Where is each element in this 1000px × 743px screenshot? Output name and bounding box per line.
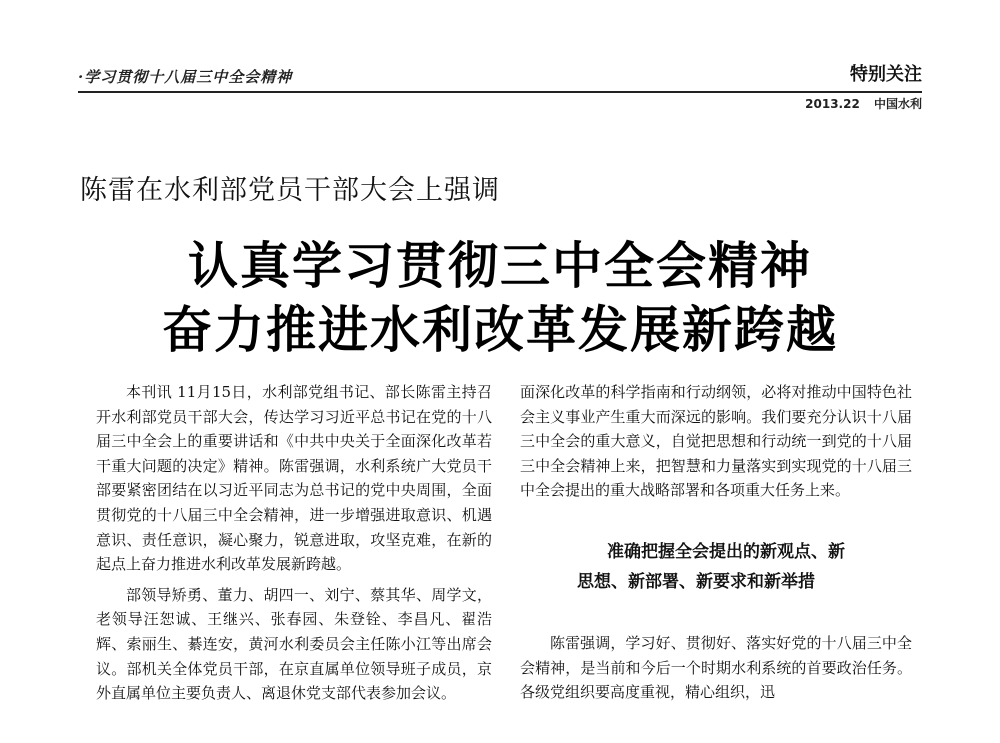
left-column (96, 380, 492, 712)
subheading-line-1: 准确把握全会提出的新观点、新 (607, 541, 845, 562)
section-label: 特别关注 (850, 64, 922, 85)
issue-number: 2013.22 (805, 97, 860, 111)
right-paragraph-2: 陈雷强调，学习好、贯彻好、落实好党的十八届三中全会精神，是当前和今后一个时期水利系统的首要政治任务。各级党组织要高度重视，精心组织，迅 (520, 633, 912, 702)
header-rule (78, 91, 922, 93)
headline-line-2: 奋力推进水利改革发展新跨越 (162, 301, 838, 359)
issue-line (795, 95, 922, 112)
right-column (520, 380, 912, 711)
section-subheading (520, 537, 912, 597)
running-head: ·学习贯彻十八届三中全会精神 (78, 68, 293, 86)
left-paragraph-1: 本刊讯 11月15日，水利部党组书记、部长陈雷主持召开水利部党员干部大会，传达学习习近平总书记在党的十八届三中全会上的重要讲话和《中共中央关于全面深化改革若干重大问题的决定》精神。陈雷强调，水利系统广大党员干部要紧密团结在以习近平同志为总书记的党中央周围，全面贯彻党的十八届三中全会精神，进一步增强进取意识、机遇意识、责任意识，凝心聚力，锐意进取，攻坚克难，在新的起点上奋力推进水利改革发展新跨越。 (96, 383, 492, 574)
article-kicker: 陈雷在水利部党员干部大会上强调 (80, 175, 500, 206)
right-paragraph-1: 面深化改革的科学指南和行动纲领，必将对推动中国特色社会主义事业产生重大而深远的影响。我们要充分认识十八届三中全会的重大意义，自觉把思想和行动统一到党的十八届三中全会精神上来，把智慧和力量落实到实现党的十八届三中全会提出的重大战略部署和各项重大任务上来。 (520, 383, 912, 500)
headline-line-1: 认真学习贯彻三中全会精神 (188, 237, 812, 295)
subheading-line-2: 思想、新部署、新要求和新举措 (577, 571, 815, 592)
left-paragraph-2: 部领导矫勇、董力、胡四一、刘宁、蔡其华、周学文，老领导汪恕诚、王继兴、张春园、朱登铨、李昌凡、翟浩辉、索丽生、綦连安，黄河水利委员会主任陈小江等出席会议。部机关全体党员干部，在京直属单位领导班子成员，京外直属单位主要负责人、离退休党支部代表参加会议。 (96, 585, 492, 703)
journal-name: 中国水利 (873, 97, 922, 111)
